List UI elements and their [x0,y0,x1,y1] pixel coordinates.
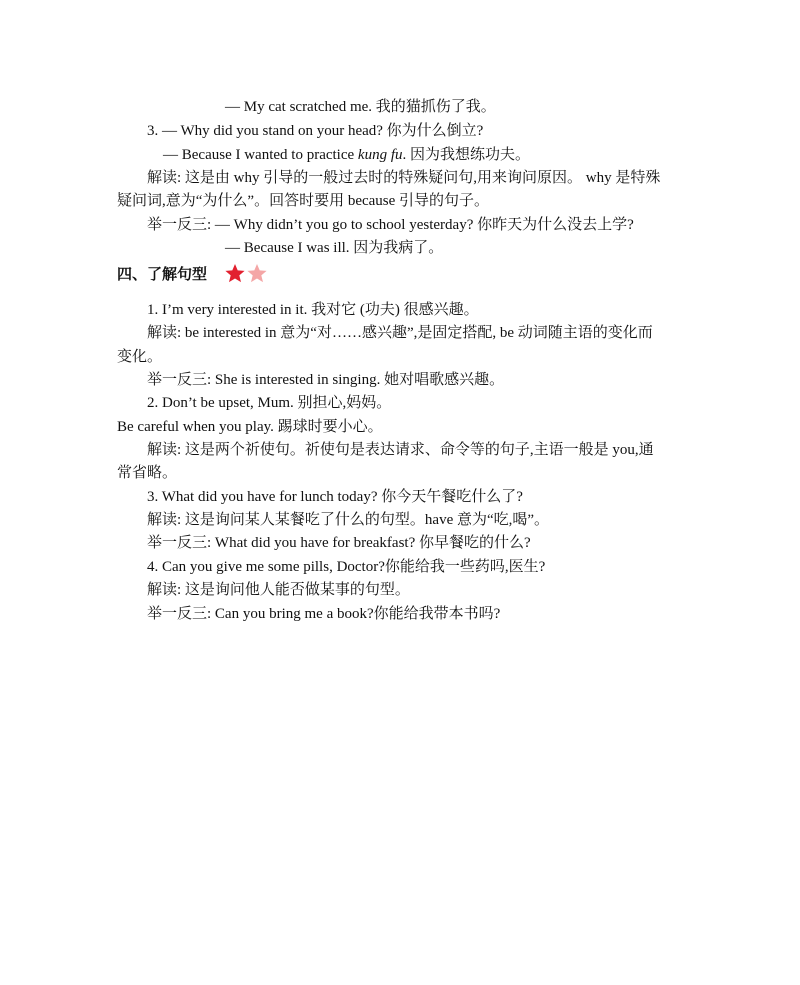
section-title: 四、了解句型 [117,265,208,283]
pattern-1-explanation-2: 变化。 [117,349,163,365]
practice-question-line: 举一反三: — Why didn’t you go to school yesterday? 你昨天为什么没去上学? [147,217,634,233]
pattern-4-line: 4. Can you give me some pills, Doctor?你能给我一些药吗,医生? [147,559,546,575]
pattern-1-line: 1. I’m very interested in it. 我对它 (功夫) 很感兴趣。 [147,302,479,318]
pattern-4-explanation: 解读: 这是询问他人能否做某事的句型。 [147,582,410,598]
pattern-1-practice: 举一反三: She is interested in singing. 她对唱歌感兴趣。 [147,372,505,388]
page-footer-clipped [72,950,732,962]
pattern-4-practice: 举一反三: Can you bring me a book?你能给我带本书吗? [147,606,501,622]
difficulty-stars-icon [224,262,272,286]
practice-answer-line: — Because I was ill. 因为我病了。 [225,240,444,256]
dialogue-line-cat: — My cat scratched me. 我的猫抓伤了我。 [225,99,496,115]
kungfu-italic: kung fu [357,147,403,163]
explanation-line-2: 疑问词,意为“为什么”。回答时要用 because 引导的句子。 [117,193,490,209]
answer-kungfu-line [163,145,530,165]
question-3-line: 3. — Why did you stand on your head? 你为什么倒立? [147,123,484,139]
answer-kungfu-suffix: . 因为我想练功夫。 [402,147,531,163]
pattern-2-explanation-2: 常省略。 [117,465,178,481]
pattern-3-line: 3. What did you have for lunch today? 你今天午餐吃什么了? [147,489,523,505]
pattern-2-line: 2. Don’t be upset, Mum. 别担心,妈妈。 [147,395,392,411]
pattern-1-explanation-1: 解读: be interested in 意为“对……感兴趣”,是固定搭配, be 动词随主语的变化而 [147,325,653,341]
pattern-3-practice: 举一反三: What did you have for breakfast? 你早餐吃的什么? [147,535,531,551]
answer-kungfu-prefix: — Because I wanted to practice [163,147,358,163]
explanation-line-1: 解读: 这是由 why 引导的一般过去时的特殊疑问句,用来询问原因。 why 是特殊 [147,170,661,186]
pattern-2-subline: Be careful when you play. 踢球时要小心。 [117,419,383,435]
pattern-3-explanation: 解读: 这是询问某人某餐吃了什么的句型。have 意为“吃,喝”。 [147,512,550,528]
pattern-2-explanation-1: 解读: 这是两个祈使句。祈使句是表达请求、命令等的句子,主语一般是 you,通 [147,442,654,458]
